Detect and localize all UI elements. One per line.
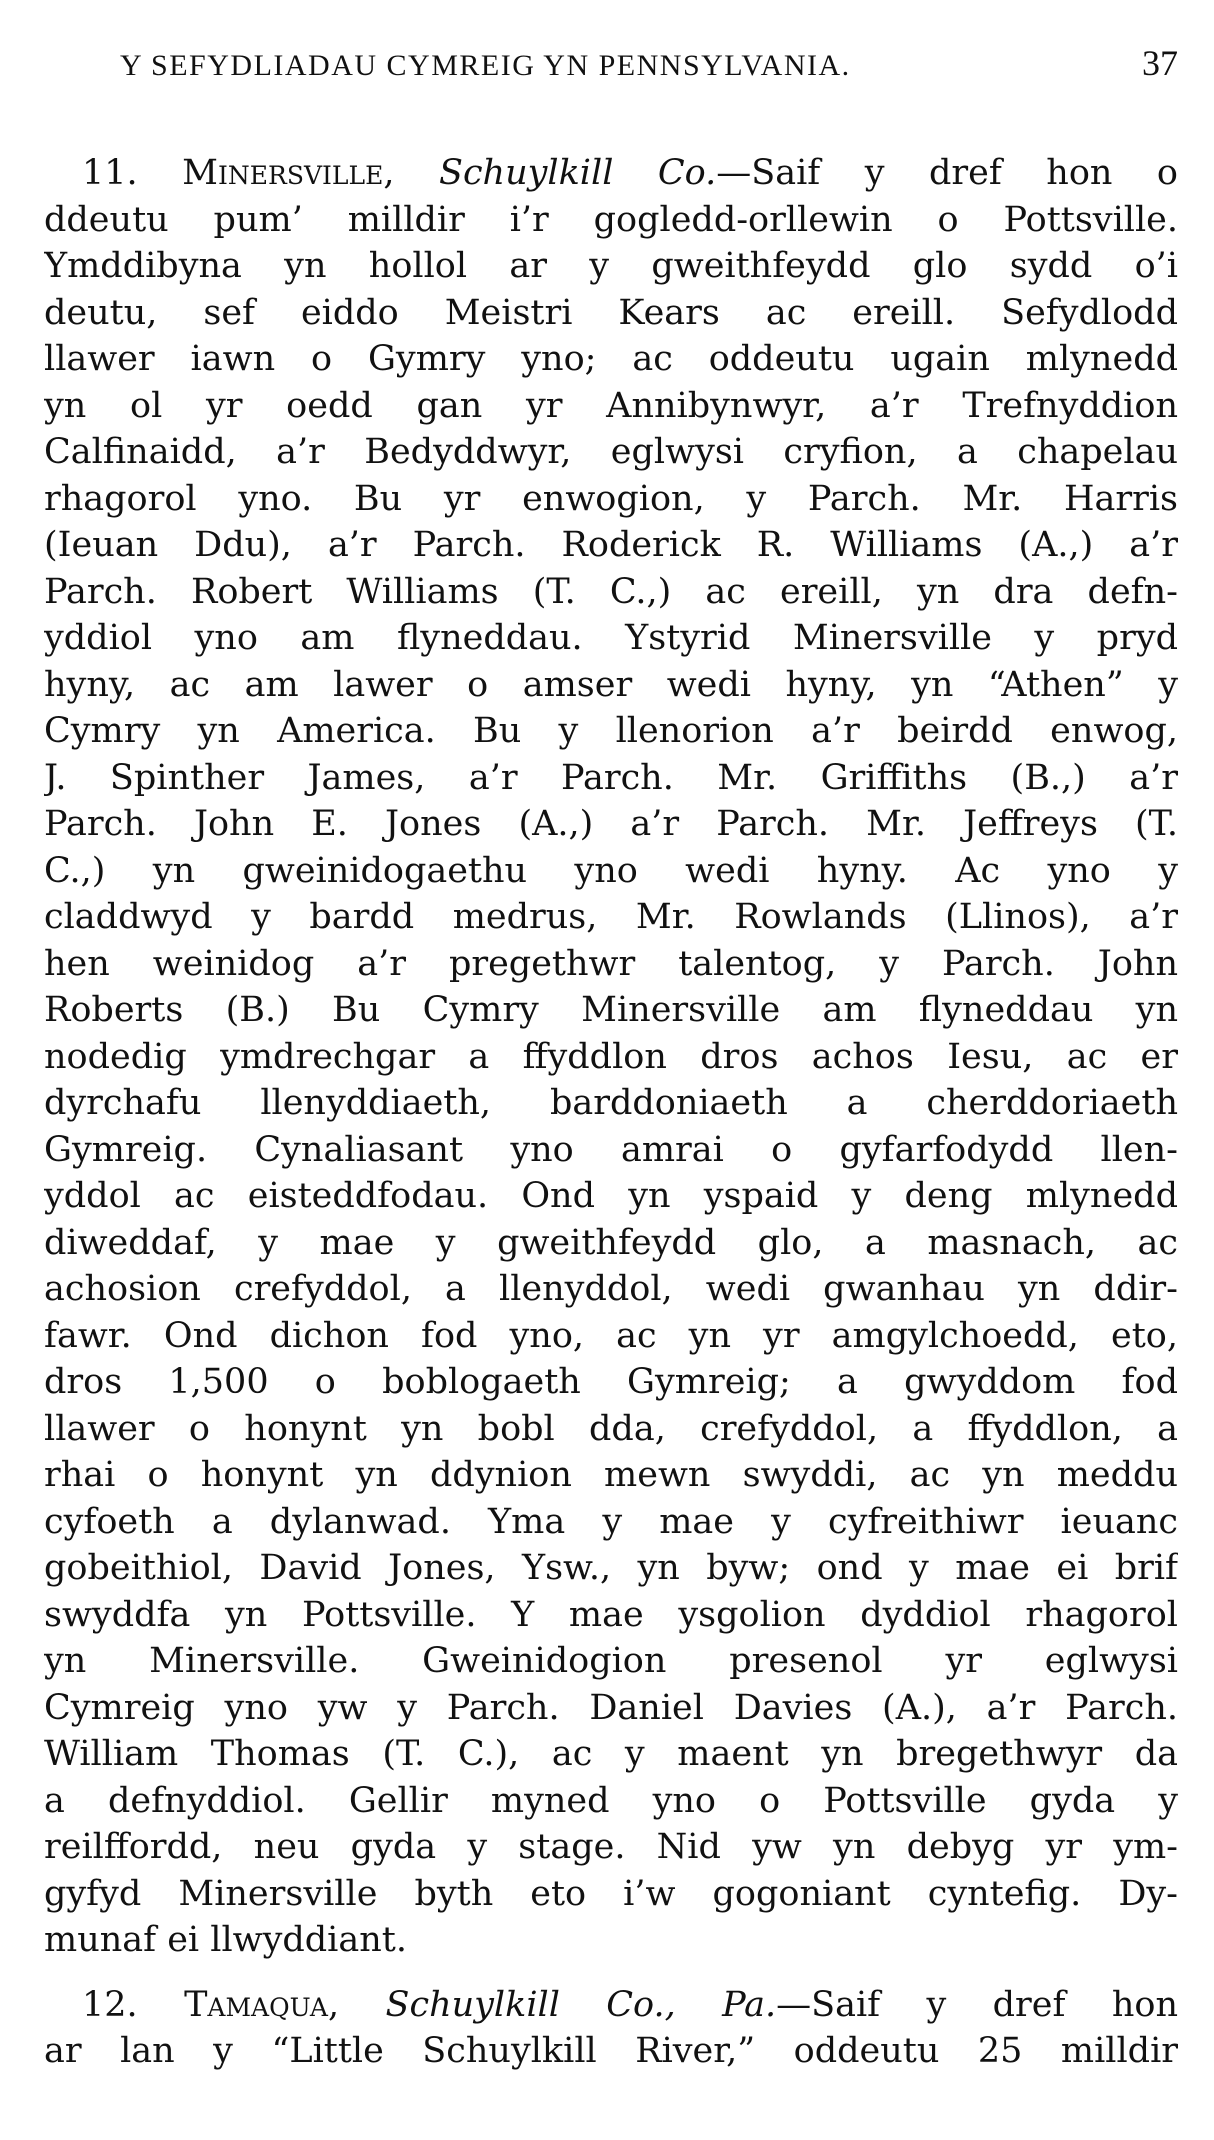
text-line: William Thomas (T. C.), ac y maent yn bregethwyr da: [44, 1734, 1178, 1774]
text-line: Parch. John E. Jones (A.,) a’r Parch. Mr. Jeffreys (T.: [44, 804, 1178, 844]
text-line: ddeutu pum’ milldir i’r gogledd-orllewin o Pottsville.: [44, 199, 1178, 240]
text-line: (Ieuan Ddu), a’r Parch. Roderick R. Williams (A.,) a’r: [44, 525, 1178, 565]
text-line: a defnyddiol. Gellir myned yno o Pottsville gyda y: [44, 1780, 1178, 1821]
paragraph-first-line: [44, 1982, 1178, 2029]
running-title: Y SEFYDLIADAU CYMREIG YN PENNSYLVANIA.: [120, 49, 851, 82]
text-line: yn ol yr oedd gan yr Annibynwyr, a’r Trefnyddion: [44, 385, 1178, 426]
paragraph-first-line: [44, 150, 1178, 197]
text-line: claddwyd y bardd medrus, Mr. Rowlands (Llinos), a’r: [44, 897, 1178, 937]
text-line: Cymreig yno yw y Parch. Daniel Davies (A.), a’r Parch.: [44, 1687, 1178, 1728]
text-line: Parch. Robert Williams (T. C.,) ac ereill, yn dra defn-: [44, 571, 1178, 612]
running-header: [120, 42, 1178, 84]
place-name: Tamaqua,: [184, 1984, 340, 2025]
text-line: fawr. Ond dichon fod yno, ac yn yr amgylchoedd, eto,: [44, 1315, 1178, 1356]
text-line: achosion crefyddol, a llenyddol, wedi gwanhau yn ddir-: [44, 1269, 1178, 1309]
paragraph-number: 12.: [82, 1984, 138, 2025]
text-line: Gymreig. Cynaliasant yno amrai o gyfarfodydd llen-: [44, 1129, 1178, 1170]
text-line: reilffordd, neu gyda y stage. Nid yw yn debyg yr ym-: [44, 1827, 1178, 1867]
body-text: [44, 150, 1178, 2075]
text-line: deutu, sef eiddo Meistri Kears ac ereill. Sefydlodd: [44, 292, 1178, 333]
text-line: yn Minersville. Gweinidogion presenol yr eglwysi: [44, 1641, 1178, 1681]
text-line: gyfyd Minersville byth eto i’w gogoniant cyntefig. Dy-: [44, 1873, 1178, 1914]
text-line: yddiol yno am flyneddau. Ystyrid Minersville y pryd: [44, 618, 1178, 658]
text-line: diweddaf, y mae y gweithfeydd glo, a masnach, ac: [44, 1222, 1178, 1263]
place-name: Minersville,: [182, 153, 395, 193]
text-line: rhai o honynt yn ddynion mewn swyddi, ac yn meddu: [44, 1455, 1178, 1495]
text-line: munaf ei llwyddiant.: [44, 1920, 407, 1960]
text-line: llawer o honynt yn bobl dda, crefyddol, a ffyddlon, a: [44, 1408, 1178, 1449]
text-line: gobeithiol, David Jones, Ysw., yn byw; ond y mae ei brif: [44, 1548, 1178, 1588]
text-line: dyrchafu llenyddiaeth, barddoniaeth a cherddoriaeth: [44, 1083, 1178, 1123]
text-line: llawer iawn o Gymry yno; ac oddeutu ugain mlynedd: [44, 339, 1178, 379]
county-name: Schuylkill Co.: [438, 153, 717, 193]
text-line: Calfinaidd, a’r Bedyddwyr, eglwysi cryfion, a chapelau: [44, 432, 1178, 472]
text-line: Cymry yn America. Bu y llenorion a’r beirdd enwog,: [44, 711, 1178, 751]
county-name: Schuylkill Co., Pa.: [385, 1984, 777, 2025]
text-line: hyny, ac am lawer o amser wedi hyny, yn “Athen” y: [44, 664, 1178, 705]
text-line: rhagorol yno. Bu yr enwogion, y Parch. Mr. Harris: [44, 478, 1178, 519]
text-line: Roberts (B.) Bu Cymry Minersville am flyneddau yn: [44, 990, 1178, 1030]
text-line: cyfoeth a dylanwad. Yma y mae y cyfreithiwr ieuanc: [44, 1501, 1178, 1542]
text-line: ar lan y “Little Schuylkill River,” oddeutu 25 milldir: [44, 2031, 1178, 2071]
text-line: swyddfa yn Pottsville. Y mae ysgolion dyddiol rhagorol: [44, 1594, 1178, 1635]
text-line: J. Spinther James, a’r Parch. Mr. Griffiths (B.,) a’r: [44, 757, 1178, 798]
paragraph-tamaqua: [44, 1982, 1178, 2075]
text-line: yddol ac eisteddfodau. Ond yn yspaid y deng mlynedd: [44, 1176, 1178, 1216]
text-line: Ymddibyna yn hollol ar y gweithfeydd glo sydd o’i: [44, 246, 1178, 286]
text-line: —Saif y dref hon o: [716, 153, 1178, 193]
paragraph-number: 11.: [82, 153, 138, 193]
text-line: —Saif y dref hon: [776, 1984, 1178, 2025]
text-line: dros 1,500 o boblogaeth Gymreig; a gwyddom fod: [44, 1362, 1178, 1402]
text-line: C.,) yn gweinidogaethu yno wedi hyny. Ac yno y: [44, 850, 1178, 891]
paragraph-minersville: [44, 150, 1178, 1964]
paragraph-gap: [44, 1964, 1178, 1982]
text-line: hen weinidog a’r pregethwr talentog, y Parch. John: [44, 943, 1178, 984]
text-line: nodedig ymdrechgar a ffyddlon dros achos Iesu, ac er: [44, 1036, 1178, 1077]
page-number: 37: [1142, 43, 1178, 83]
